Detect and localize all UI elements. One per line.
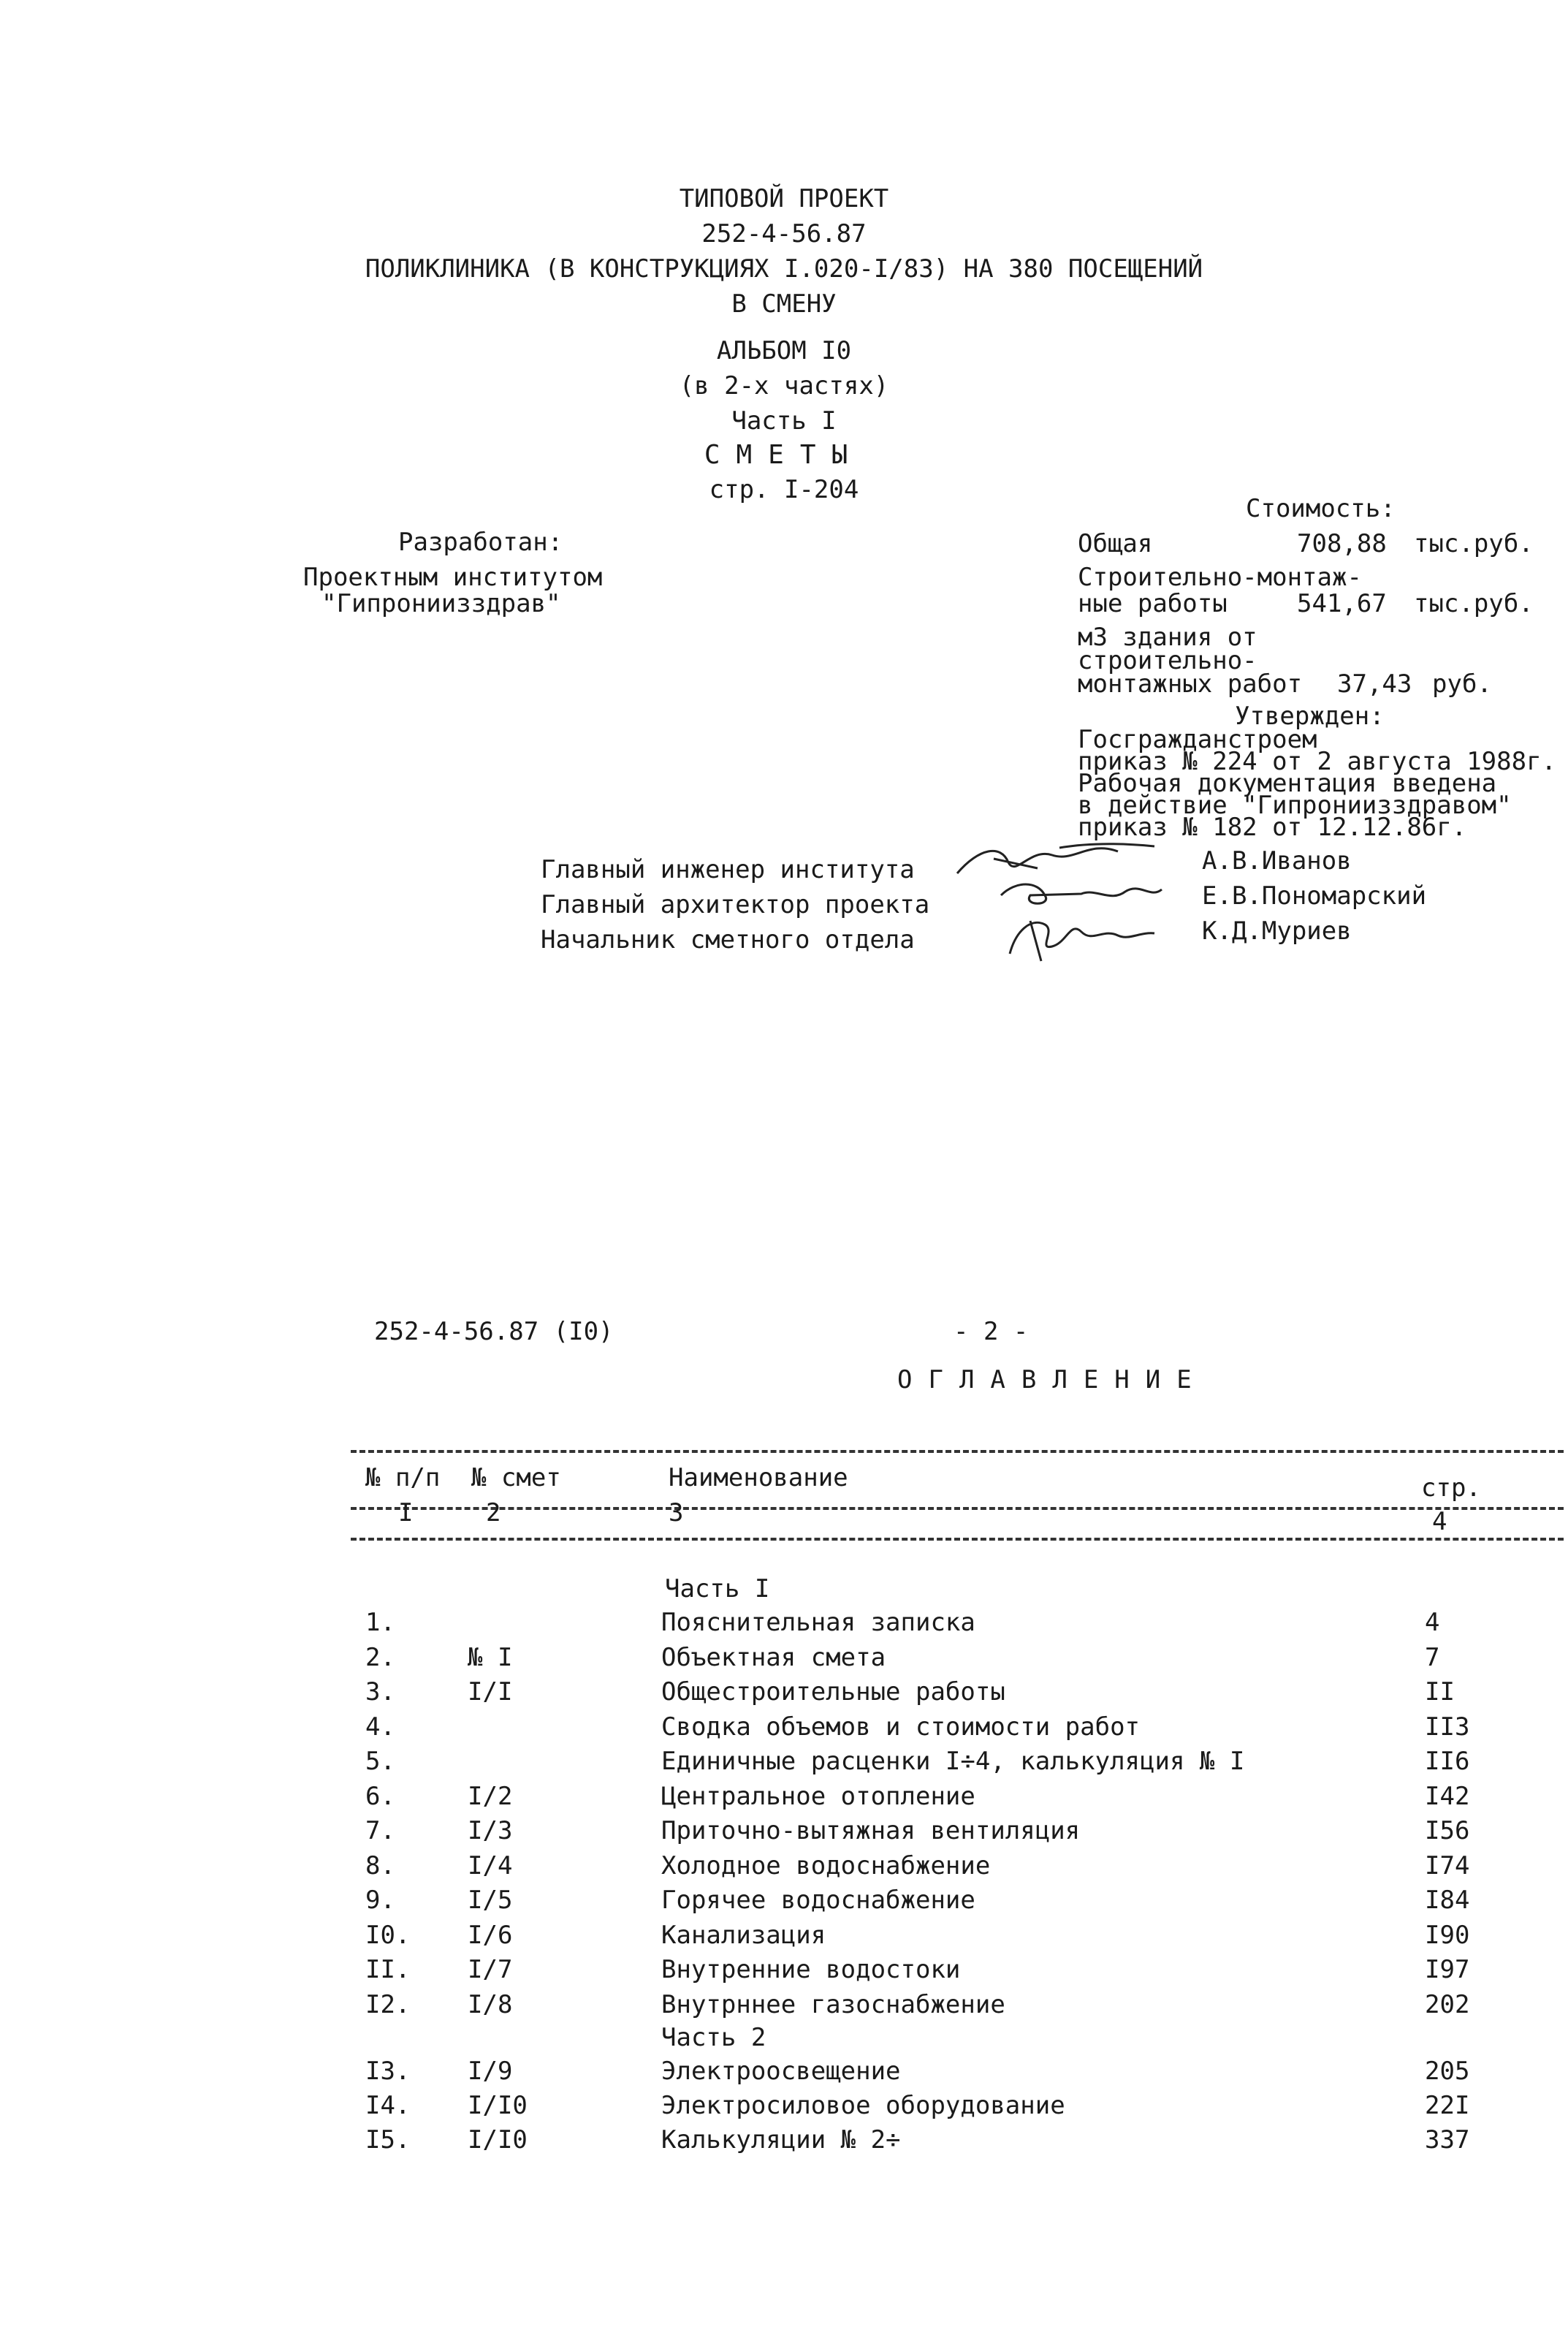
header-album-parts: (в 2-х частях)	[679, 371, 889, 401]
row-number: 8.	[365, 1850, 395, 1880]
table-sub-rule	[351, 1538, 1564, 1541]
row-number: 3.	[365, 1677, 395, 1707]
row-number: 7.	[365, 1816, 395, 1845]
cost-m3-unit: руб.	[1432, 669, 1492, 699]
row-smeta-number: I/6	[468, 1920, 513, 1950]
signature-2	[994, 873, 1169, 914]
cost-heading: Стоимость:	[1246, 494, 1396, 523]
table-row	[0, 2091, 1568, 2126]
contents-page-number: - 2 -	[954, 1317, 1029, 1346]
table-row	[0, 1851, 1568, 1886]
cost-smr-label-1: Строительно-монтаж-	[1078, 563, 1362, 592]
row-name: Калькуляции № 2÷	[661, 2125, 901, 2155]
row-name: Канализация	[661, 1920, 826, 1950]
row-page: 202	[1425, 1989, 1470, 2019]
row-name: Приточно-вытяжная вентиляция	[661, 1816, 1081, 1845]
table-row	[0, 1677, 1568, 1712]
table-row	[0, 2057, 1568, 2092]
row-name: Объектная смета	[661, 1642, 886, 1672]
row-page: II	[1425, 1677, 1455, 1707]
row-number: 4.	[365, 1712, 395, 1742]
row-smeta-number: I/5	[468, 1886, 513, 1915]
row-page: II3	[1425, 1712, 1470, 1742]
contents-title: ОГЛАВЛЕНИЕ	[897, 1365, 1208, 1394]
row-page: 7	[1425, 1642, 1440, 1672]
signatory-role-3: Начальник сметного отдела	[541, 925, 915, 954]
row-number: II.	[365, 1955, 411, 1984]
row-number: 9.	[365, 1886, 395, 1915]
header-part: Часть I	[731, 406, 837, 436]
contents-code: 252-4-56.87 (I0)	[374, 1317, 614, 1346]
row-page: I56	[1425, 1816, 1470, 1845]
table-row	[0, 1747, 1568, 1782]
row-smeta-number: I/4	[468, 1850, 513, 1880]
row-name: Единичные расценки I÷4, калькуляция № I	[661, 1747, 1245, 1776]
table-row	[0, 2125, 1568, 2160]
row-name: Электроосвещение	[661, 2057, 901, 2086]
approval-line4: в действие "Гипрониизздравом"	[1078, 791, 1512, 820]
row-number: I3.	[365, 2057, 411, 2086]
row-smeta-number: I/8	[468, 1989, 513, 2019]
row-number: I5.	[365, 2125, 411, 2155]
row-smeta-number: I/3	[468, 1816, 513, 1845]
header-project-code: 252-4-56.87	[701, 219, 867, 248]
row-name: Электросиловое оборудование	[661, 2091, 1065, 2120]
cost-smr-label-2: ные работы	[1078, 589, 1228, 618]
cost-smr-value: 541,67	[1297, 589, 1387, 618]
table-row	[0, 1643, 1568, 1678]
row-page: I90	[1425, 1920, 1470, 1950]
signatory-name-1: А.В.Иванов	[1202, 846, 1352, 876]
column-number-4: 4	[1432, 1507, 1447, 1536]
row-number: 1.	[365, 1608, 395, 1637]
signatory-role-2: Главный архитектор проекта	[541, 890, 930, 919]
header-album: АЛЬБОМ I0	[716, 336, 852, 365]
header-pages: стр. I-204	[709, 475, 859, 504]
table-row	[0, 1955, 1568, 1990]
cost-total-unit: тыс.руб.	[1414, 529, 1534, 558]
approval-heading: Утвержден:	[1235, 702, 1385, 731]
row-name: Холодное водоснабжение	[661, 1850, 991, 1880]
row-number: 2.	[365, 1642, 395, 1672]
developer-label: Разработан:	[398, 528, 563, 557]
cost-m3-label-2: строительно-	[1078, 646, 1257, 675]
row-page: I42	[1425, 1781, 1470, 1811]
cost-total-label: Общая	[1078, 529, 1153, 558]
signatory-name-2: Е.В.Пономарский	[1202, 881, 1427, 911]
table-row	[0, 1782, 1568, 1817]
table-top-rule	[351, 1450, 1564, 1453]
row-smeta-number: I/9	[468, 2057, 513, 2086]
cost-m3-label-1: м3 здания от	[1078, 623, 1257, 652]
part2-label: Часть 2	[661, 2023, 766, 2052]
table-row	[0, 1712, 1568, 1747]
row-number: I2.	[365, 1989, 411, 2019]
table-row	[0, 1886, 1568, 1921]
row-number: I0.	[365, 1920, 411, 1950]
row-name: Внутрннее газоснабжение	[661, 1989, 1005, 2019]
row-name: Сводка объемов и стоимости работ	[661, 1712, 1141, 1742]
approval-line2: приказ № 224 от 2 августа 1988г.	[1078, 747, 1557, 776]
row-page: 22I	[1425, 2091, 1470, 2120]
cost-total-value: 708,88	[1297, 529, 1387, 558]
header-project-type: ТИПОВОЙ ПРОЕКТ	[679, 184, 889, 213]
column-header-smeta: № смет	[471, 1463, 561, 1492]
table-row	[0, 1816, 1568, 1851]
part1-label: Часть I	[665, 1574, 770, 1603]
developer-line1: Проектным институтом	[303, 563, 603, 592]
row-name: Центральное отопление	[661, 1781, 975, 1811]
header-subject: СМЕТЫ	[704, 440, 864, 470]
row-smeta-number: I/7	[468, 1955, 513, 1984]
row-name: Общестроительные работы	[661, 1677, 1005, 1707]
row-smeta-number: I/I0	[468, 2125, 528, 2155]
column-number-3: 3	[669, 1498, 684, 1527]
row-name: Пояснительная записка	[661, 1608, 975, 1637]
row-page: I97	[1425, 1955, 1470, 1984]
row-number: 6.	[365, 1781, 395, 1811]
row-name: Горячее водоснабжение	[661, 1886, 975, 1915]
column-number-1: I	[398, 1498, 414, 1527]
row-smeta-number: I/I0	[468, 2091, 528, 2120]
header-project-name-cont: В СМЕНУ	[731, 289, 837, 319]
row-page: I84	[1425, 1886, 1470, 1915]
column-header-num: № п/п	[365, 1463, 441, 1492]
row-name: Внутренние водостоки	[661, 1955, 961, 1984]
cost-m3-value: 37,43	[1337, 669, 1412, 699]
row-page: 4	[1425, 1608, 1440, 1637]
developer-line2: "Гипрониизздрав"	[321, 589, 561, 618]
approval-line5: приказ № 182 от 12.12.86г.	[1078, 813, 1467, 842]
row-number: 5.	[365, 1747, 395, 1776]
signatory-role-1: Главный инженер института	[541, 855, 915, 884]
header-project-name: ПОЛИКЛИНИКА (В КОНСТРУКЦИЯХ I.020-I/83) НА 380 ПОСЕЩЕНИЙ	[365, 254, 1203, 284]
row-page: I74	[1425, 1850, 1470, 1880]
table-row	[0, 1921, 1568, 1956]
row-smeta-number: I/I	[468, 1677, 513, 1707]
approval-line1: Госгражданстроем	[1078, 725, 1317, 754]
column-header-page: стр.	[1421, 1473, 1481, 1503]
column-header-name: Наименование	[669, 1463, 848, 1492]
approval-line3: Рабочая документация введена	[1078, 769, 1497, 798]
row-page: 205	[1425, 2057, 1470, 2086]
cost-smr-unit: тыс.руб.	[1414, 589, 1534, 618]
cost-m3-label-3: монтажных работ	[1078, 669, 1303, 699]
signature-3	[1001, 910, 1162, 965]
column-number-2: 2	[486, 1498, 501, 1527]
table-row	[0, 1990, 1568, 2025]
signatory-name-3: К.Д.Муриев	[1202, 916, 1352, 946]
row-page: 337	[1425, 2125, 1470, 2155]
row-number: I4.	[365, 2091, 411, 2120]
row-page: II6	[1425, 1747, 1470, 1776]
row-smeta-number: № I	[468, 1642, 513, 1672]
table-row	[0, 1608, 1568, 1643]
table-header-rule	[351, 1507, 1564, 1510]
row-smeta-number: I/2	[468, 1781, 513, 1811]
